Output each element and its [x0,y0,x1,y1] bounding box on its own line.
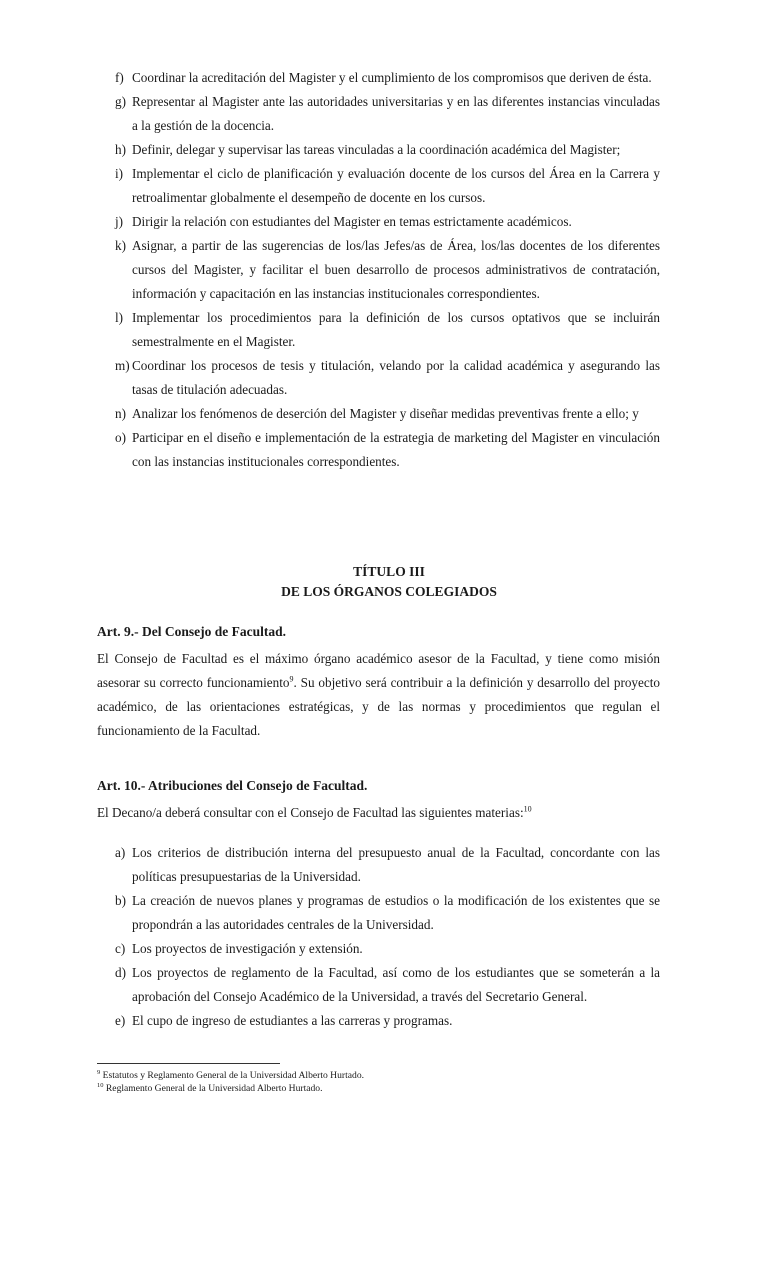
list-item: f) Coordinar la acreditación del Magister y el cumplimiento de los compromisos que deriven de ésta. [115,70,652,85]
footnote-ref: 9 [289,674,294,684]
footnote-ref: 10 [523,804,532,814]
list-item: j) Dirigir la relación con estudiantes del Magister en temas estrictamente académicos. [115,214,572,229]
list-item: h) Definir, delegar y supervisar las tareas vinculadas a la coordinación académica del Magister; [115,142,621,157]
footnote-divider [97,1063,280,1064]
art10-intro: El Decano/a deberá consultar con el Consejo de Facultad las siguientes materias:$^{10}$ [97,804,532,820]
list-item: n) Analizar los fenómenos de deserción del Magister y diseñar medidas preventivas frente a ello; y [115,406,639,421]
list-item: g) Representar al Magister ante las autoridades universitarias y en las diferentes instancias vinculadas a la gestión de la docencia. [115,94,660,133]
title-heading: DE LOS ÓRGANOS COLEGIADOS [281,584,497,599]
duties-list [115,66,660,474]
matters-list [115,841,660,1033]
art9-heading: Art. 9.- Del Consejo de Facultad. [97,624,286,639]
list-item: a) Los criterios de distribución interna del presupuesto anual de la Facultad, concordante con las políticas presupuestarias de la Universidad. [115,845,660,884]
list-item: b) La creación de nuevos planes y programas de estudios o la modificación de los existentes que se propondrán a las autoridades centrales de la Universidad. [115,893,660,932]
list-item: k) Asignar, a partir de las sugerencias de los/las Jefes/as de Área, los/las docentes de los diferentes cursos del Magister, y facilitar el buen desarrollo de procesos administrativos de contratación, información y capacitación en las instancias institucionales correspondientes. [115,238,660,301]
title-number: TÍTULO III [353,564,425,579]
list-item: o) Participar en el diseño e implementación de la estrategia de marketing del Magister en vinculación con las instancias institucionales correspondientes. [115,430,660,469]
list-item: d) Los proyectos de reglamento de la Facultad, así como de los estudiantes que se someterán a la aprobación del Consejo Académico de la Universidad, a través del Secretario General. [115,965,660,1004]
footnote-9: $^9$ Estatutos y Reglamento General de la Universidad Alberto Hurtado. [97,1068,365,1081]
art9-paragraph: El Consejo de Facultad es el máximo órgano académico asesor de la Facultad, y tiene como misión asesorar su correcto funcionamiento$^9$. Su objetivo será contribuir a la definición y desarrollo del proyecto académico, de las orientaciones estratégicas, y de las normas y procedimientos que regulan el funcionamiento de la Facultad. [97,651,660,738]
list-item: m) Coordinar los procesos de tesis y titulación, velando por la calidad académica y asegurando las tasas de titulación adecuadas. [115,358,660,397]
list-item: l) Implementar los procedimientos para la definición de los cursos optativos que se incluirán semestralmente en el Magister. [115,310,660,349]
art10-heading: Art. 10.- Atribuciones del Consejo de Facultad. [97,778,368,793]
list-item: c) Los proyectos de investigación y extensión. [115,941,363,956]
list-item: e) El cupo de ingreso de estudiantes a las carreras y programas. [115,1013,453,1028]
list-item: i) Implementar el ciclo de planificación y evaluación docente de los cursos del Área en la Carrera y retroalimentar globalmente el desempeño de docente en los cursos. [115,166,660,205]
footnote-10: $^{10}$ Reglamento General de la Universidad Alberto Hurtado. [97,1081,323,1094]
